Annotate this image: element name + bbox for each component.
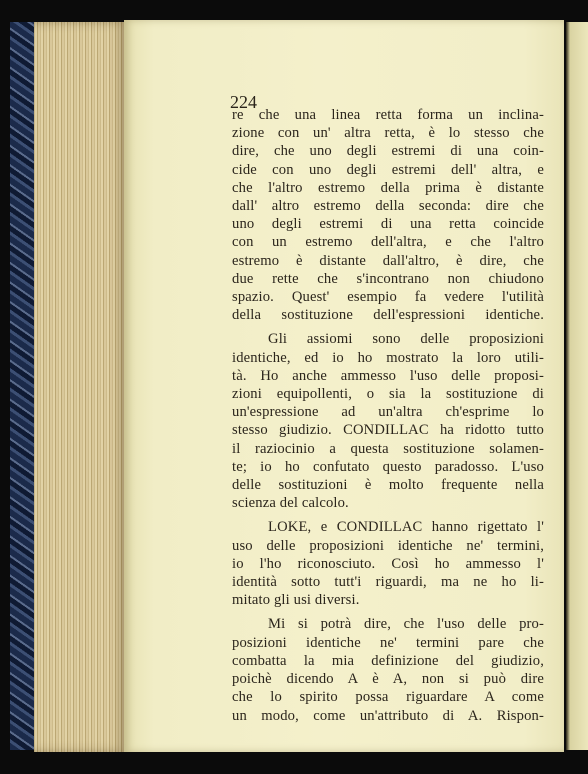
text-line: che lo spirito possa riguardare A come bbox=[232, 689, 544, 706]
text-line: LOKE, e CONDILLAC hanno rigettato l' bbox=[268, 519, 544, 536]
text-line: mitato gli usi diversi. bbox=[232, 592, 360, 609]
page-body bbox=[232, 106, 544, 725]
text-line: combatta la mia definizione del giudizio, bbox=[232, 652, 544, 669]
page-number: 224 bbox=[230, 92, 257, 112]
text-line: uso delle proposizioni identiche ne' termini, bbox=[232, 537, 544, 554]
text-line: che l'altro estremo della prima è distante bbox=[232, 179, 544, 196]
text-line: estremo è distante dall'altro, è dire, che bbox=[232, 252, 544, 269]
text-line: poichè dicendo A è A, non si può dire bbox=[232, 671, 544, 688]
text-line: re che una linea retta forma un inclina- bbox=[232, 107, 544, 123]
paragraph-2 bbox=[232, 330, 544, 512]
page-stack-edges bbox=[34, 22, 126, 752]
text-line: spazio. Quest' esempio fa vedere l'utilità bbox=[232, 289, 544, 306]
text-line: con un estremo dell'altra, e che l'altro bbox=[232, 234, 544, 251]
text-line: della sostituzione dell'espressioni identiche. bbox=[232, 307, 544, 324]
text-line: scienza del calcolo. bbox=[232, 495, 349, 512]
text-line: Gli assiomi sono delle proposizioni bbox=[268, 331, 544, 348]
text-line: dire, che uno degli estremi di una coin- bbox=[232, 143, 544, 160]
facing-page-edge bbox=[566, 22, 588, 750]
text-line: identiche, ed io ho mostrato la loro utili- bbox=[232, 349, 544, 366]
paragraph-1 bbox=[232, 106, 544, 324]
text-line: te; io ho confutato questo paradosso. L'uso bbox=[232, 458, 544, 475]
text-line: cide con uno degli estremi dell' altra, e bbox=[232, 161, 544, 178]
text-line: un'espressione ad un'altra ch'esprime lo bbox=[232, 404, 544, 421]
paragraph-3 bbox=[232, 518, 544, 609]
text-line: zioni equipollenti, o sia la sostituzione di bbox=[232, 386, 544, 403]
text-line: zione con un' altra retta, è lo stesso che bbox=[232, 125, 544, 142]
text-line: il raziocinio a questa sostituzione solamen- bbox=[232, 440, 544, 457]
text-line: tà. Ho anche ammesso l'uso delle proposi- bbox=[232, 367, 544, 384]
paragraph-4 bbox=[232, 615, 544, 724]
text-line: Mi si potrà dire, che l'uso delle pro- bbox=[268, 616, 544, 633]
text-line: identità sotto tutt'i riguardi, ma ne ho li- bbox=[232, 574, 544, 591]
text-line: dall' altro estremo della seconda: dire che bbox=[232, 198, 544, 215]
text-line: posizioni identiche ne' termini pare che bbox=[232, 634, 544, 651]
text-line: un modo, come un'attributo di A. Rispon- bbox=[232, 707, 544, 724]
text-line: due rette che s'incontrano non chiudono bbox=[232, 270, 544, 287]
text-line: stesso giudizio. CONDILLAC ha ridotto tutto bbox=[232, 422, 544, 439]
text-line: delle sostituzioni è molto frequente nella bbox=[232, 477, 544, 494]
text-line: io l'ho riconosciuto. Così ho ammesso l' bbox=[232, 555, 544, 572]
text-line: uno degli estremi di una retta coincide bbox=[232, 216, 544, 233]
